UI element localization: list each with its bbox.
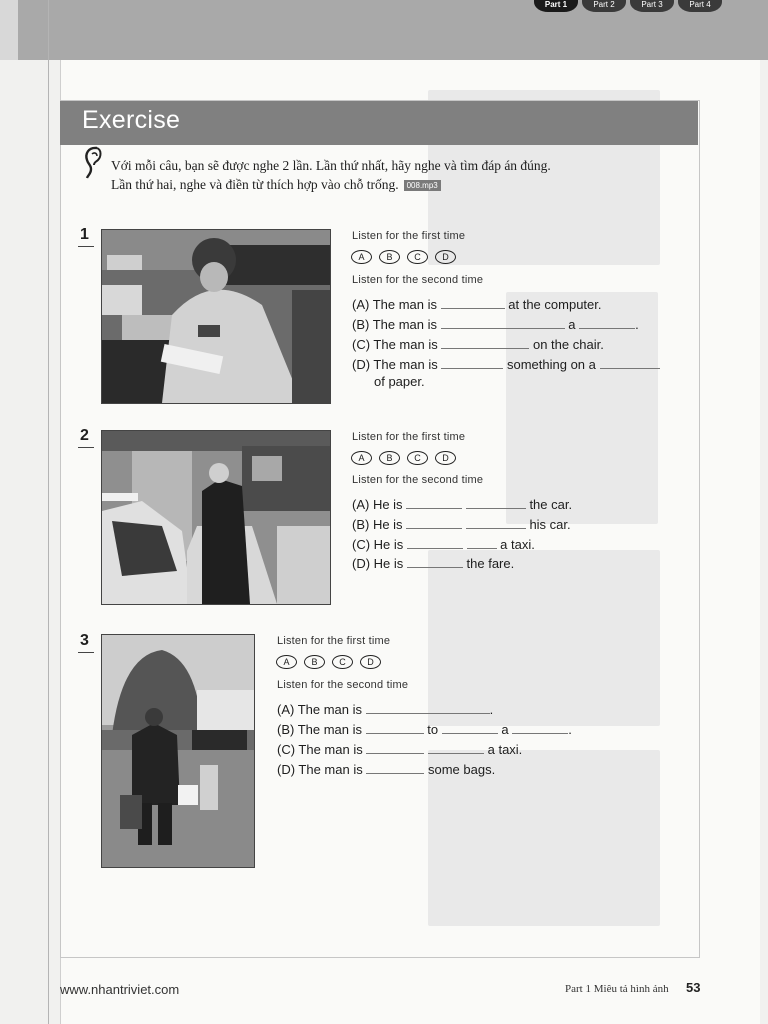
choice-d-bubble[interactable]: D [435,451,456,465]
answer-blank[interactable] [579,317,635,329]
answer-blank[interactable] [366,722,424,734]
answer-blank[interactable] [467,537,497,549]
instructions [111,156,551,194]
man-carrying-bags-image [102,635,254,867]
option-d [352,357,660,372]
choice-b-bubble[interactable]: B [379,250,400,264]
answer-blank[interactable] [406,517,462,529]
option-text: a taxi. [487,742,523,757]
answer-blank[interactable] [441,357,503,369]
option-text: something on a [506,357,596,372]
option-text: a [501,722,509,737]
answer-choices[interactable] [276,655,381,669]
choice-a-bubble[interactable]: A [351,250,372,264]
question-number-underline [78,246,94,247]
option-text: at the computer. [508,297,602,312]
question-number: 2 [80,427,89,444]
option-text: some bags. [427,762,496,777]
instruction-line-1: Với mỗi câu, bạn sẽ được nghe 2 lần. Lần thứ nhất, hãy nghe và tìm đáp án đúng. [111,158,551,173]
option-text: (A) He is [352,497,403,512]
man-reading-paper-image [102,230,330,403]
choice-c-bubble[interactable]: C [407,250,428,264]
footer-section [565,983,669,995]
part-tab-1: Part 1 [534,0,578,12]
option-a [277,702,493,717]
part-tab-2: Part 2 [582,0,626,12]
option-b [277,722,572,737]
answer-blank[interactable] [366,762,424,774]
question-number: 1 [80,226,89,243]
answer-blank[interactable] [441,337,529,349]
answer-blank[interactable] [366,742,424,754]
option-text: (A) The man is [277,702,363,717]
option-text: (A) The man is [352,297,438,312]
listen-second-label: Listen for the second time [277,679,409,691]
answer-blank[interactable] [512,722,568,734]
listen-first-label: Listen for the first time [352,431,466,443]
answer-blank[interactable] [428,742,484,754]
option-a [352,297,602,312]
option-d [277,762,495,777]
choice-c-bubble[interactable]: C [332,655,353,669]
page-number: 53 [686,980,701,995]
option-b [352,317,639,332]
option-c [277,742,522,757]
choice-b-bubble[interactable]: B [379,451,400,465]
option-text: (B) The man is [352,317,438,332]
answer-blank[interactable] [442,722,498,734]
man-beside-taxi-image [102,431,330,604]
option-b [352,517,571,532]
option-text: . [635,317,639,332]
answer-blank[interactable] [406,497,462,509]
option-text: on the chair. [532,337,604,352]
option-a [352,497,572,512]
listening-ear-icon [82,144,104,182]
option-d [352,556,514,571]
option-c [352,337,604,352]
answer-blank[interactable] [441,297,505,309]
page-spine-line [48,0,49,1024]
option-d-continuation: of paper. [374,374,425,389]
option-text: his car. [529,517,571,532]
answer-choices[interactable] [351,451,456,465]
question-number-underline [78,652,94,653]
choice-b-bubble[interactable]: B [304,655,325,669]
option-text: (D) The man is [277,762,363,777]
part-tabs [534,0,722,12]
footer-part-label: Part 1 [565,983,591,995]
answer-blank[interactable] [407,537,463,549]
choice-c-bubble[interactable]: C [407,451,428,465]
option-text: . [568,722,572,737]
option-text: the car. [529,497,573,512]
listen-second-label: Listen for the second time [352,274,484,286]
choice-a-bubble[interactable]: A [351,451,372,465]
option-text: the fare. [466,556,515,571]
footer-part-title: Miêu tả hình ảnh [593,983,669,995]
listen-first-label: Listen for the first time [277,635,391,647]
choice-d-bubble[interactable]: D [360,655,381,669]
question-3-photo [101,634,255,868]
choice-a-bubble[interactable]: A [276,655,297,669]
listen-second-label: Listen for the second time [352,474,484,486]
option-text: a [568,317,576,332]
option-text: to [427,722,439,737]
answer-blank[interactable] [441,317,565,329]
audio-track-badge[interactable]: 008.mp3 [404,180,441,191]
option-text: (D) He is [352,556,404,571]
top-band-margin [0,0,18,60]
instruction-line-2 [111,175,551,194]
option-text: . [489,702,494,717]
option-c [352,537,535,552]
option-text: (B) He is [352,517,403,532]
answer-blank[interactable] [407,556,463,568]
answer-blank[interactable] [366,702,490,714]
option-text: (C) The man is [277,742,363,757]
answer-blank[interactable] [466,497,526,509]
option-text: (C) He is [352,537,404,552]
instruction-line-2-text: Lần thứ hai, nghe và điền từ thích hợp vào chỗ trống. [111,177,399,192]
answer-blank[interactable] [466,517,526,529]
answer-blank[interactable] [600,357,660,369]
option-text: (B) The man is [277,722,363,737]
part-tab-3: Part 3 [630,0,674,12]
answer-choices[interactable] [351,250,456,264]
choice-d-bubble[interactable]: D [435,250,456,264]
question-number: 3 [80,632,89,649]
option-text: (D) The man is [352,357,438,372]
publisher-url[interactable]: www.nhantriviet.com [60,982,180,997]
exercise-title: Exercise [82,106,181,134]
question-number-underline [78,447,94,448]
question-2-photo [101,430,331,605]
option-text: a taxi. [500,537,535,552]
listen-first-label: Listen for the first time [352,230,466,242]
question-1-photo [101,229,331,404]
part-tab-4: Part 4 [678,0,722,12]
option-text: (C) The man is [352,337,438,352]
